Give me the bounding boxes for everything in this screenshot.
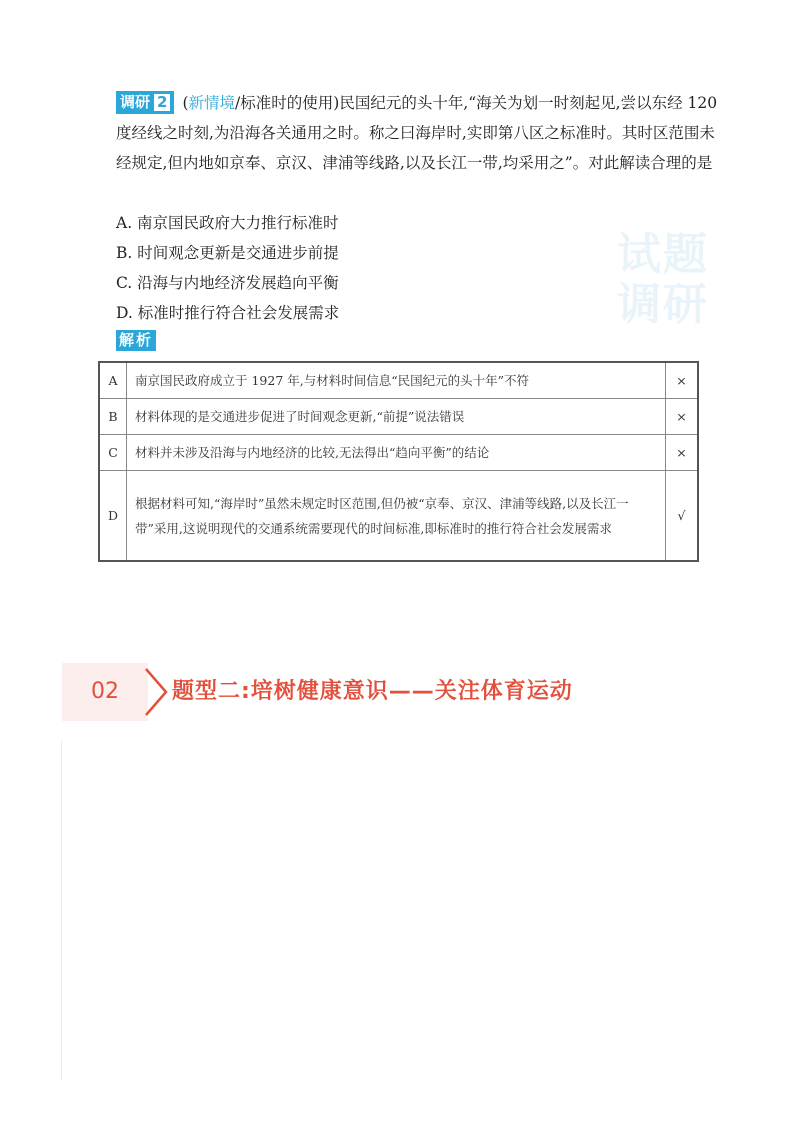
context-rest: /标准时的使用) [235,94,340,112]
option-b: B. 时间观念更新是交通进步前提 [116,244,339,262]
row-option: A [99,362,127,399]
row-mark: √ [666,471,699,562]
row-text: 材料体现的是交通进步促进了时间观念更新,“前提”说法错误 [127,399,666,435]
row-option: D [99,471,127,562]
table-row [99,362,698,399]
watermark-line-1: 试题 [617,229,709,280]
option-d: D. 标准时推行符合社会发展需求 [116,304,340,322]
row-text: 南京国民政府成立于 1927 年,与材料时间信息“民国纪元的头十年”不符 [127,362,666,399]
watermark [603,230,723,330]
question-block [116,88,728,178]
context-highlight: 新情境 [188,94,236,112]
table-row [99,435,698,471]
question-tag-label: 调研 [120,93,151,111]
row-mark: × [666,435,699,471]
option-list [116,208,616,328]
page-edge-line [61,740,62,1080]
option-c: C. 沿海与内地经济发展趋向平衡 [116,274,339,292]
table-row [99,399,698,435]
question-tag [116,91,174,114]
analysis-table [98,361,699,562]
row-mark: × [666,362,699,399]
watermark-line-2: 调研 [617,279,709,330]
question-tag-number: 2 [154,94,170,111]
row-mark: × [666,399,699,435]
section-title: 题型二:培树健康意识——关注体育运动 [172,679,573,704]
section-header [62,663,702,721]
option-a: A. 南京国民政府大力推行标准时 [116,214,339,232]
row-text: 根据材料可知,“海岸时”虽然未规定时区范围,但仍被“京奉、京汉、津浦等线路,以及长江一带”采用,这说明现代的交通系统需要现代的时间标准,即标准时的推行符合社会发展需求 [127,471,666,562]
context-open: ( [182,94,189,112]
row-option: B [99,399,127,435]
table-row [99,471,698,562]
question-stem: 民国纪元的头十年,“海关为划一时刻起见,尝以东经 120 度经线之时刻,为沿海各关通用之时。称之曰海岸时,实即第八区之标准时。其时区范围未经规定,但内地如京奉、京汉、津浦等线路,以及长江一带,均采用之”。对此解读合理的是 [116,94,718,172]
row-option: C [99,435,127,471]
row-text: 材料并未涉及沿海与内地经济的比较,无法得出“趋向平衡”的结论 [127,435,666,471]
section-number: 02 [62,663,148,721]
chevron-right-icon [142,663,172,721]
analysis-label: 解析 [116,330,156,351]
question-context [182,94,339,112]
